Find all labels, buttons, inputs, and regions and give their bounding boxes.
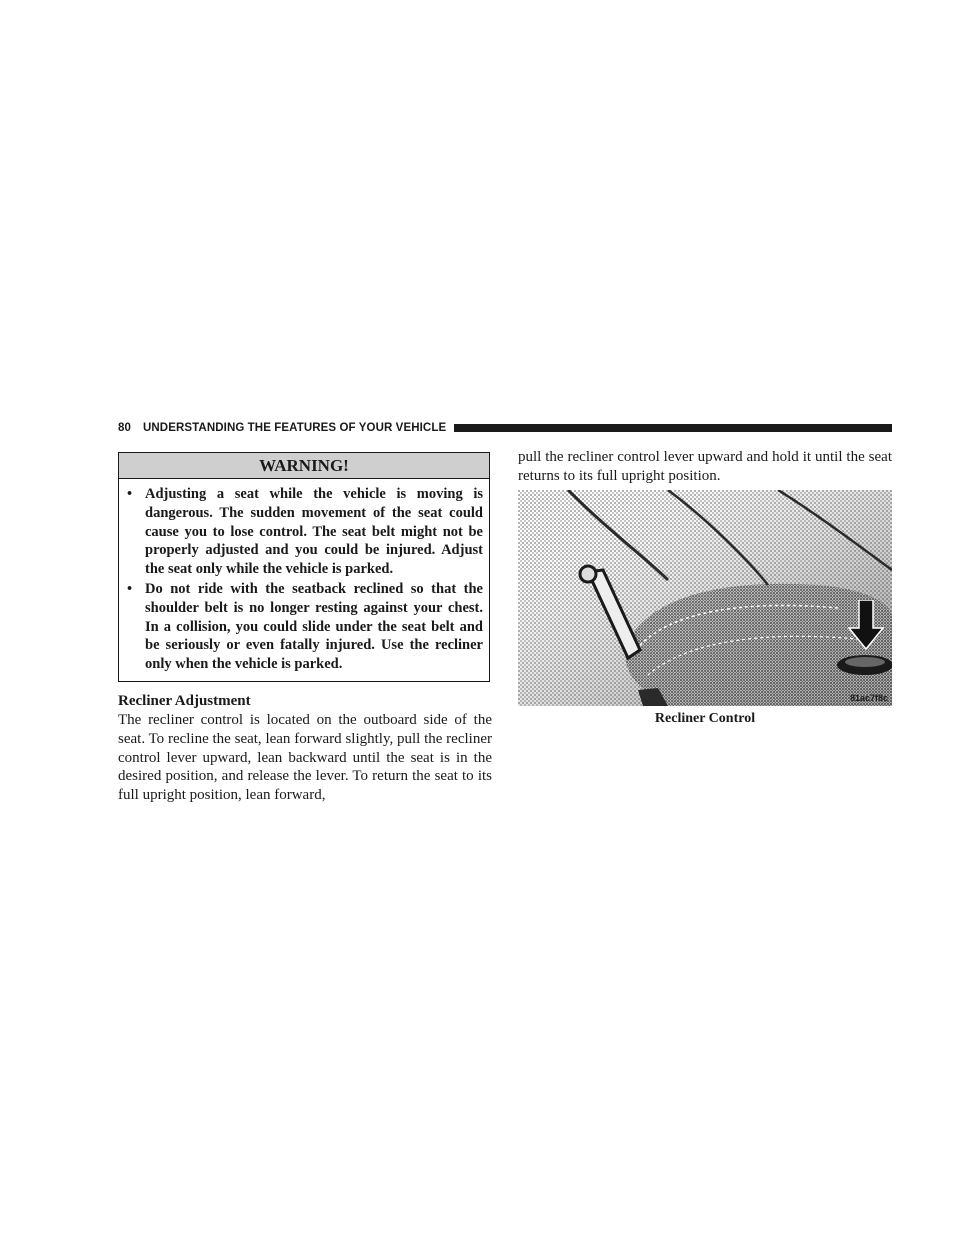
recliner-figure (518, 490, 892, 706)
warning-title: WARNING! (119, 453, 489, 479)
seat-illustration (518, 490, 892, 706)
page-header (118, 420, 892, 436)
warning-item (127, 580, 483, 674)
body-paragraph-continued: pull the recliner control lever upward and hold it until the seat returns to its full upright position. (518, 449, 892, 484)
left-column-text (118, 711, 492, 805)
right-column-text (518, 448, 892, 486)
warning-item-text: Do not ride with the seatback reclined so that the shoulder belt is no longer resting against your chest. In a collision, you could slide under the seat belt and be seriously or even fatally injured. Use the recliner only when the vehicle is parked. (145, 580, 483, 673)
header-rule (454, 424, 892, 432)
figure-code: 81ac7f8c (849, 693, 888, 703)
warning-list (119, 479, 489, 674)
warning-item (127, 485, 483, 579)
running-title: UNDERSTANDING THE FEATURES OF YOUR VEHICLE (143, 422, 447, 434)
body-paragraph: The recliner control is located on the outboard side of the seat. To recline the seat, lean forward slightly, pull the recliner control lever upward, lean backward until the seat is in the desired position, and release the lever. To return the seat to its full upright position, lean forward, (118, 712, 492, 804)
down-arrow-icon (848, 600, 884, 650)
warning-box (118, 452, 490, 682)
warning-item-text: Adjusting a seat while the vehicle is moving is dangerous. The sudden movement of the seat could cause you to lose control. The seat belt might not be properly adjusted and you could be injured. Adjust the seat only while the vehicle is parked. (145, 486, 483, 578)
page-number: 80 (118, 422, 131, 434)
bullet-icon: • (127, 580, 133, 597)
figure-caption: Recliner Control (654, 711, 756, 726)
section-heading: Recliner Adjustment (118, 693, 251, 709)
bullet-icon: • (127, 486, 133, 502)
